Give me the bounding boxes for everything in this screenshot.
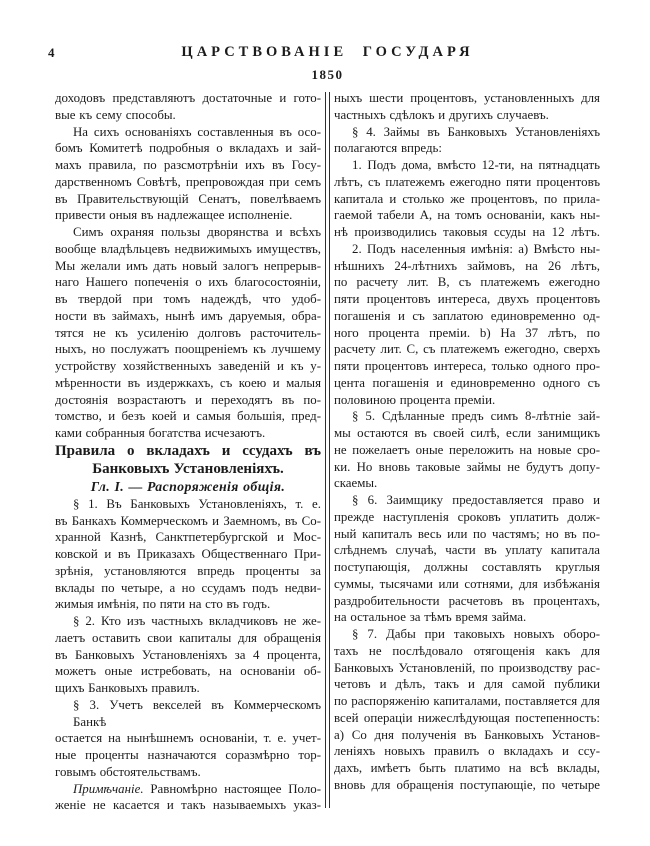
text-line: вклады по четыре, а но ссудамъ подъ недви- — [55, 580, 321, 595]
right-column — [334, 90, 600, 814]
text-line: 1. Подъ дома, вмѣсто 12-ти, на пятнадцать — [352, 158, 600, 172]
text-line: поступающія, должны составлять круглыя — [334, 560, 600, 574]
text-line: Мы желали имъ дать новый залогъ непрерыв- — [55, 258, 321, 273]
text-line: доходовъ представляютъ достаточные и гото- — [55, 91, 321, 105]
text-line: половиною процента преміи. — [334, 392, 496, 407]
text-line: раздробительности расчетовъ въ процентахъ, — [334, 593, 600, 608]
text-line: вые къ сему способы. — [55, 107, 176, 122]
column-divider-rule — [325, 92, 330, 808]
text-line: по распоряженію капиталами, поставляется для — [334, 694, 600, 708]
text-line: всей операціи нижеслѣдующая постепенность: — [334, 710, 600, 725]
text-line: Симъ охраняя пользы дворянства и всѣхъ — [73, 225, 321, 239]
left-column — [55, 90, 321, 814]
text-line: по расчету лит. В, съ платежемъ ежегодно — [334, 275, 600, 290]
text-line: расчету лит. С, съ платежемъ ежегодно, сверхъ — [334, 342, 600, 357]
text-line: капитала и столько же процентовъ, по прила- — [334, 191, 600, 206]
text-line: нѣ производились таковыя ссуды на 12 лѣтъ. — [334, 225, 600, 239]
text-line: въ Банкахъ Коммерческомъ и Заемномъ, въ Со- — [55, 513, 321, 528]
text-line: суммы, тысячами или сотнями, для избѣжанія — [334, 576, 600, 591]
text-line: мѣренности въ издержкахъ, съ коею и малыя — [55, 375, 321, 390]
text-line: гаемой табели А, на томъ основаніи, какъ ны- — [334, 208, 600, 223]
text-line: ки. Но вновь таковые займы не будутъ допу- — [334, 459, 600, 474]
text-line: остается на нынѣшнемъ основаніи, т. е. учет- — [55, 731, 321, 746]
text-line: § 5. Сдѣланные предъ симъ 8-лѣтніе зай- — [352, 409, 600, 424]
text-line: частныхъ сдѣлокъ и другихъ случаевъ. — [334, 107, 549, 122]
text-line: мы остаются въ своей силѣ, если занимщикъ — [334, 426, 600, 440]
text-line: дарственномъ Совѣтѣ, препровождая при семъ — [55, 174, 321, 189]
text-line: ныхъ, но послужатъ поощреніемъ къ лучшему — [55, 342, 321, 357]
text-line: погашенія и съ заплатою единовременно од- — [334, 308, 600, 323]
text-line: щихъ Банковыхъ правилъ. — [55, 681, 200, 695]
text-line: цента погашенія и единовременно одного съ — [334, 375, 600, 390]
text-line: ный капиталъ весь или по частямъ; но въ по- — [334, 526, 600, 541]
text-line: ковской и въ Приказахъ Общественнаго При- — [55, 547, 321, 561]
text-line: пяти процентовъ интереса, двухъ процентовъ — [334, 292, 600, 306]
section-heading-line: Правила о вкладахъ и ссудахъ въ — [55, 442, 321, 459]
text-line: вообще владѣльцевъ недвижимыхъ имуществъ, — [55, 241, 321, 256]
running-header-title: ЦАРСТВОВАНІЕ ГОСУДАРЯ — [181, 44, 474, 60]
text-line: ности въ займахъ, нынѣ имъ даруемыя, обра- — [55, 308, 321, 323]
text-line: 2. Подъ населенныя имѣнія: а) Вмѣсто ны- — [352, 241, 600, 256]
text-line: зрѣнія, установляются впредь проценты за — [55, 563, 321, 578]
text-line: бомъ Комитетѣ подробныя о вкладахъ и зай- — [55, 141, 321, 156]
text-line: на остальное за тѣмъ время займа. — [334, 610, 527, 625]
text-line: наго Нашего попеченія о ихъ благосостояніи, — [55, 275, 321, 290]
text-line: хранной Казнѣ, Санктпетербургской и Мос- — [55, 530, 321, 545]
section-heading-line: Банковыхъ Установленіяхъ. — [92, 460, 284, 477]
text-line: лѣтъ, съ платежемъ ежегодно пяти процентовъ — [334, 174, 600, 189]
text-line: пяти процентовъ интереса, только одного про- — [334, 359, 600, 373]
text-line: § 6. Заимщику предоставляется право и — [352, 493, 600, 507]
text-line: говымъ обстоятельствамъ. — [55, 764, 201, 779]
running-header-year: 1850 — [311, 67, 344, 82]
text-line: можетъ оные истребовать, на основаніи об- — [55, 664, 321, 679]
text-line: устройству хозяйственныхъ заведеній и къ у- — [55, 359, 321, 373]
text-line: § 1. Въ Банковыхъ Установленіяхъ, т. е. — [73, 496, 321, 511]
text-columns — [55, 90, 600, 814]
text-line: ныхъ шести процентовъ, установленныхъ для — [334, 91, 600, 105]
text-line: лаетъ оставить свои капиталы для обращенія — [55, 630, 321, 645]
text-line: § 2. Кто изъ частныхъ вкладчиковъ не же- — [73, 614, 321, 628]
text-line: четовъ и дѣлъ, такъ и для самой публики — [334, 677, 600, 692]
text-line: § 4. Займы въ Банковыхъ Установленіяхъ — [352, 124, 600, 139]
page-number: 4 — [48, 45, 55, 60]
text-line: тятся не къ усиленію долговъ расточитель- — [55, 325, 321, 340]
text-line: тахъ не послѣдовало отягощенія какъ для — [334, 643, 600, 658]
text-line: На сихъ основаніяхъ составленныя въ осо- — [73, 124, 321, 139]
text-line: Банковыхъ Установленій, по производству рас- — [334, 660, 600, 675]
text-line: не пожелаетъ оные переложить на новые сро- — [334, 442, 600, 457]
text-line: въ Правительствующій Сенатъ, повелѣваемъ — [55, 191, 321, 206]
text-line: махъ правила, по разсмотрѣніи ихъ въ Госу- — [55, 158, 321, 172]
text-line: въ твердой при томъ надеждѣ, что удоб- — [55, 292, 321, 306]
text-line: ные проценты назначаются соразмѣрно тор- — [55, 748, 321, 762]
text-line: въ Банковыхъ Установленіяхъ за 4 процента, — [55, 647, 321, 662]
text-line: Примѣчаніе. Равномѣрно настоящее Поло- — [73, 781, 321, 796]
text-line: слѣднемъ случаѣ, части въ уплату капитала — [334, 543, 600, 558]
text-line: вновь для обращенія поступающіе, по четыре — [334, 777, 600, 792]
note-label: Примѣчаніе. — [73, 781, 144, 796]
text-line: § 7. Дабы при таковыхъ новыхъ оборо- — [352, 627, 600, 641]
text-line: полагаются впредь: — [334, 141, 442, 156]
chapter-heading-line: Гл. I. — Распоряженія общія. — [90, 478, 286, 494]
text-line: женіе не касается и такъ называемыхъ указ- — [55, 798, 321, 813]
text-line: дахъ, имѣетъ быть платимо на всѣ вклады, — [334, 761, 600, 775]
text-line: достоянія возрастаютъ и переходятъ въ по- — [55, 392, 321, 407]
text-line: скаемы. — [334, 476, 378, 491]
text-line: леніяхъ новыхъ правилъ о вкладахъ и ссу- — [334, 744, 600, 759]
text-line: нѣшнихъ 24-лѣтнихъ займовъ, на 26 лѣтъ, — [334, 258, 600, 273]
text-line: ками собранныя богатства исчезаютъ. — [55, 426, 266, 440]
text-line: жимыя имѣнія, по пяти на сто въ годъ. — [55, 597, 271, 612]
text-line: привести оныя въ надлежащее исполненіе. — [55, 208, 293, 223]
text-line: ного процента преміи. b) На 37 лѣтъ, по — [334, 325, 600, 340]
text-line: § 3. Учетъ векселей въ Коммерческомъ Банкѣ — [73, 697, 321, 729]
text-line: а) Со дня полученія въ Банковыхъ Установ- — [334, 727, 600, 742]
text-line: томство, и безъ коей и самыя большія, пред- — [55, 409, 321, 424]
text-line: прежде наступленія сроковъ уплатить долж- — [334, 509, 600, 524]
